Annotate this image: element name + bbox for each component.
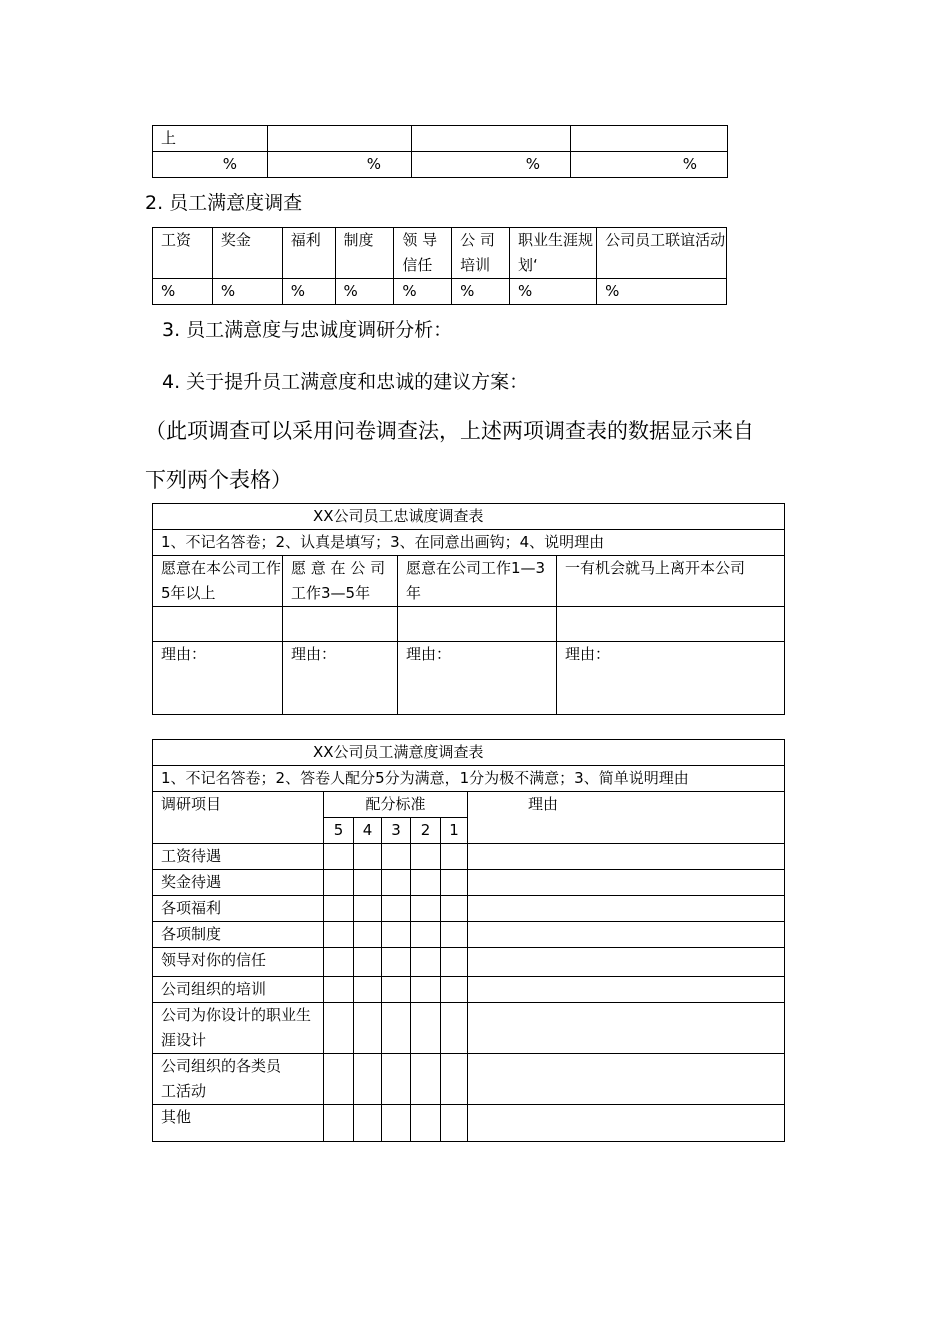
score-cell[interactable] xyxy=(324,1105,354,1142)
loyalty-instructions: 1、不记名答卷；2、认真是填写；3、在同意出画钩；4、说明理由 xyxy=(153,530,785,556)
score-cell[interactable] xyxy=(441,977,468,1003)
score-cell[interactable] xyxy=(382,1003,411,1054)
summary-value: % xyxy=(153,279,213,305)
reason-cell[interactable] xyxy=(468,1003,785,1054)
score-cell[interactable] xyxy=(382,977,411,1003)
note-line-1: （此项调查可以采用问卷调查法，上述两项调查表的数据显示来自 xyxy=(145,419,754,443)
loyalty-checkbox-cell[interactable] xyxy=(153,607,283,642)
score-cell[interactable] xyxy=(324,948,354,977)
score-cell[interactable] xyxy=(441,896,468,922)
score-cell[interactable] xyxy=(441,870,468,896)
percent-cell: % xyxy=(268,152,412,178)
score-cell[interactable] xyxy=(324,1003,354,1054)
summary-header: 奖金 xyxy=(212,228,282,279)
score-cell[interactable] xyxy=(411,896,441,922)
score-cell[interactable] xyxy=(354,896,382,922)
section-2-title: 2. 员工满意度调查 xyxy=(145,192,303,214)
score-cell[interactable] xyxy=(411,977,441,1003)
score-cell[interactable] xyxy=(324,922,354,948)
loyalty-table-title: XX公司员工忠诚度调查表 xyxy=(153,504,785,530)
score-label: 4 xyxy=(354,818,382,844)
note-line-2: 下列两个表格） xyxy=(145,468,292,492)
reason-cell[interactable] xyxy=(468,896,785,922)
score-cell[interactable] xyxy=(441,1003,468,1054)
survey-item: 公司为你设计的职业生涯设计 xyxy=(153,1003,324,1054)
loyalty-option: 愿 意 在 公 司工作3—5年 xyxy=(283,556,398,607)
score-cell[interactable] xyxy=(354,977,382,1003)
summary-value: % xyxy=(212,279,282,305)
score-cell[interactable] xyxy=(382,922,411,948)
score-cell[interactable] xyxy=(411,1105,441,1142)
summary-header: 福利 xyxy=(282,228,335,279)
score-cell[interactable] xyxy=(411,844,441,870)
score-cell[interactable] xyxy=(441,948,468,977)
score-cell[interactable] xyxy=(354,1054,382,1105)
satisfaction-instructions: 1、不记名答卷；2、答卷人配分5分为满意，1分为极不满意；3、简单说明理由 xyxy=(153,766,785,792)
loyalty-checkbox-cell[interactable] xyxy=(557,607,785,642)
summary-value: % xyxy=(394,279,452,305)
score-cell[interactable] xyxy=(324,870,354,896)
score-label: 3 xyxy=(382,818,411,844)
survey-item: 公司组织的培训 xyxy=(153,977,324,1003)
satisfaction-survey-table xyxy=(152,739,785,1142)
survey-item: 公司组织的各类员工活动 xyxy=(153,1054,324,1105)
reason-cell[interactable] xyxy=(468,1054,785,1105)
survey-item: 工资待遇 xyxy=(153,844,324,870)
score-cell[interactable] xyxy=(411,922,441,948)
score-cell[interactable] xyxy=(324,977,354,1003)
survey-item: 各项制度 xyxy=(153,922,324,948)
col-header-item: 调研项目 xyxy=(153,792,324,844)
survey-item: 其他 xyxy=(153,1105,324,1142)
section-4-title: 4. 关于提升员工满意度和忠诚的建议方案： xyxy=(162,371,529,393)
score-cell[interactable] xyxy=(324,1054,354,1105)
loyalty-option: 愿意在公司工作1—3年 xyxy=(398,556,557,607)
loyalty-reason-cell[interactable]: 理由： xyxy=(398,642,557,715)
section-3-title: 3. 员工满意度与忠诚度调研分析： xyxy=(162,319,453,341)
loyalty-option: 一有机会就马上离开本公司 xyxy=(557,556,785,607)
summary-value: % xyxy=(597,279,727,305)
percent-cell: % xyxy=(412,152,571,178)
reason-cell[interactable] xyxy=(468,948,785,977)
score-cell[interactable] xyxy=(411,948,441,977)
score-cell[interactable] xyxy=(382,1105,411,1142)
top-cell xyxy=(571,126,728,152)
reason-cell[interactable] xyxy=(468,844,785,870)
survey-item: 奖金待遇 xyxy=(153,870,324,896)
score-cell[interactable] xyxy=(441,1054,468,1105)
score-cell[interactable] xyxy=(441,922,468,948)
top-cell: 上 xyxy=(153,126,268,152)
satisfaction-summary-table xyxy=(152,227,727,305)
summary-header: 制度 xyxy=(335,228,394,279)
summary-value: % xyxy=(509,279,596,305)
reason-cell[interactable] xyxy=(468,922,785,948)
score-cell[interactable] xyxy=(382,948,411,977)
top-cell xyxy=(412,126,571,152)
summary-value: % xyxy=(282,279,335,305)
score-cell[interactable] xyxy=(382,870,411,896)
loyalty-option: 愿意在本公司工作5年以上 xyxy=(153,556,283,607)
summary-header: 领 导 信任 xyxy=(394,228,452,279)
score-cell[interactable] xyxy=(354,870,382,896)
score-cell[interactable] xyxy=(354,844,382,870)
col-header-score: 配分标准 xyxy=(324,792,468,818)
summary-header: 公 司 培训 xyxy=(452,228,510,279)
reason-cell[interactable] xyxy=(468,977,785,1003)
loyalty-reason-cell[interactable]: 理由： xyxy=(283,642,398,715)
top-partial-table xyxy=(152,125,728,178)
satisfaction-table-title: XX公司员工满意度调查表 xyxy=(153,740,785,766)
survey-item: 各项福利 xyxy=(153,896,324,922)
score-label: 2 xyxy=(411,818,441,844)
score-cell[interactable] xyxy=(411,1003,441,1054)
percent-cell: % xyxy=(153,152,268,178)
reason-cell[interactable] xyxy=(468,870,785,896)
score-cell[interactable] xyxy=(382,1054,411,1105)
top-cell xyxy=(268,126,412,152)
score-cell[interactable] xyxy=(382,844,411,870)
score-cell[interactable] xyxy=(354,1105,382,1142)
summary-header: 工资 xyxy=(153,228,213,279)
score-label: 5 xyxy=(324,818,354,844)
percent-cell: % xyxy=(571,152,728,178)
survey-item: 领导对你的信任 xyxy=(153,948,324,977)
score-cell[interactable] xyxy=(441,844,468,870)
score-cell[interactable] xyxy=(441,1105,468,1142)
reason-cell[interactable] xyxy=(468,1105,785,1142)
summary-header: 职业生涯规划‘ xyxy=(509,228,596,279)
score-cell[interactable] xyxy=(354,948,382,977)
col-header-reason: 理由 xyxy=(468,792,785,844)
score-cell[interactable] xyxy=(354,1003,382,1054)
score-cell[interactable] xyxy=(324,896,354,922)
summary-value: % xyxy=(335,279,394,305)
loyalty-reason-cell[interactable]: 理由： xyxy=(557,642,785,715)
loyalty-survey-table xyxy=(152,503,785,715)
summary-value: % xyxy=(452,279,510,305)
score-cell[interactable] xyxy=(324,844,354,870)
loyalty-checkbox-cell[interactable] xyxy=(283,607,398,642)
score-label: 1 xyxy=(441,818,468,844)
score-cell[interactable] xyxy=(411,1054,441,1105)
score-cell[interactable] xyxy=(411,870,441,896)
summary-header: 公司员工联谊活动 xyxy=(597,228,727,279)
score-cell[interactable] xyxy=(382,896,411,922)
loyalty-reason-cell[interactable]: 理由： xyxy=(153,642,283,715)
score-cell[interactable] xyxy=(354,922,382,948)
loyalty-checkbox-cell[interactable] xyxy=(398,607,557,642)
